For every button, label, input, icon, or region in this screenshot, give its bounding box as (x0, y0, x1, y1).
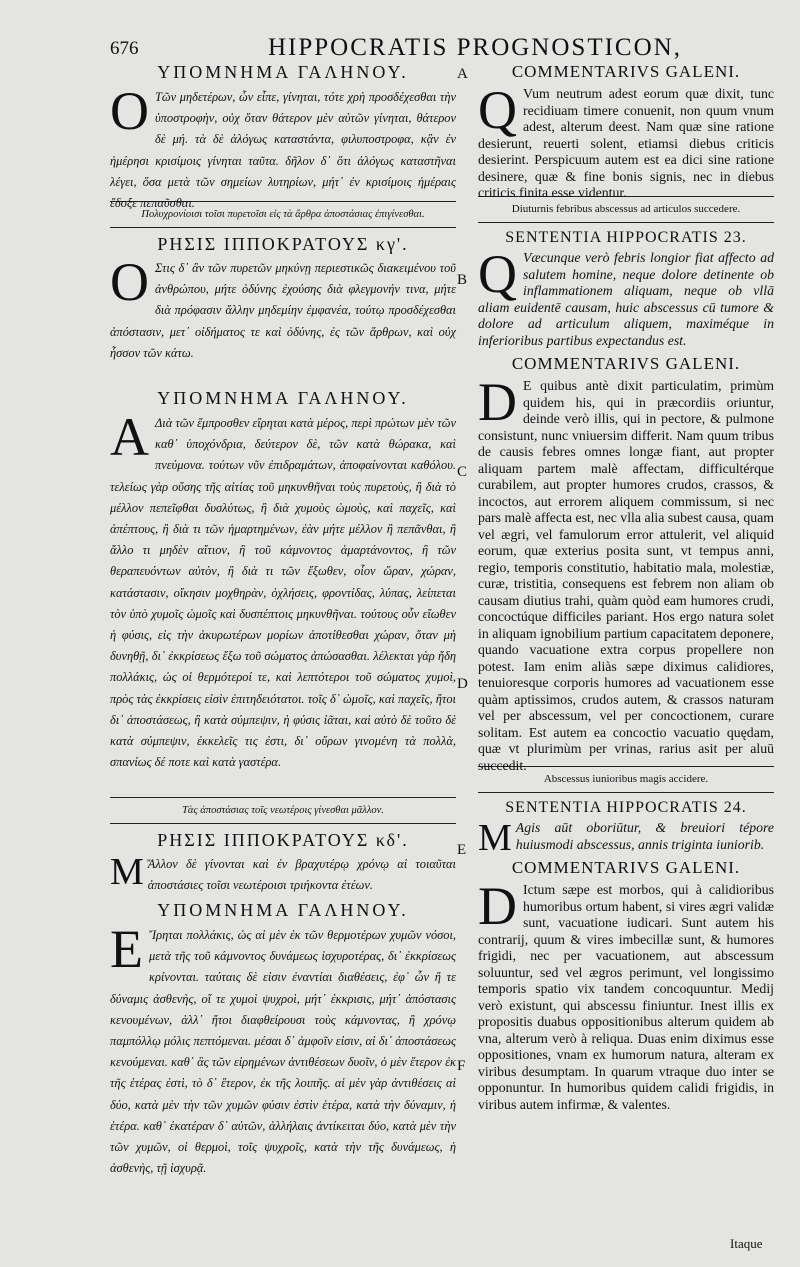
drop-cap: Q (478, 244, 517, 304)
greek-commentary-1 (110, 81, 456, 211)
latin-column (478, 60, 774, 1178)
catchword: Itaque (730, 1236, 763, 1251)
greek-commentary-2-text: Διὰ τῶν ἔμπροσθεν εἴρηται κατὰ μέρος, περὶ πρώτων μὲν τῶν καθ᾽ ὑποχόνδρια, δεύτερον δὲ, τῶν κατὰ θώρακα, καὶ πνεύμονα. τούτων νῦν ἐπιδραμάτων, ἀποφαίνονται καθόλου. τελείως γὰρ οὔσης τῆς αἰτίας τοῦ μηκυνθῆναι τοὺς πυρετοὺς, ἢ διὰ τὸ μέλλον πεπεῖφθαι δυσλύτως, ἢ διὰ χυμοὺς ὠμοὺς, καὶ παχεῖς, καὶ ἀπέπτους, ἢ διὰ τι τῶν ἡμαρτημένων, ἐὰν μήτε μέλλον ἢ πεπᾶνθαι, ἢ ἄλλο τι μηδὲν αἴτιον, ἢ τοῦ κάμνοντος ἁμαρτάνοντος, ἢ τῶν θεραπευόντων αὐτὸν, ἢ διὰ τι τῶν ἔξωθεν, οἷον ὥραν, χώραν, κατάστασιν, οἴκησιν μοχθηρὰν, ὀχλήσεις, φροντίδας, λύπας, λείπεται τὸν ὑπὸ χυμοῖς ὠμοῖς καὶ δυσπέπτοις μηκυνθῆναι. τούτους οὖν εἴωθεν ἡ φύσις, εἰς τὴν ἀκυρωτέρων μορίων ἀποτίθεσθαι χώραν, ὅταν μὴ δυνηθῇ, δι᾽ ἐκκρίσεως ἔξω τοῦ σώματος ἀπώσασθαι. λέλεκται γὰρ ἤδη πολλάκις, ὡς οἱ θερμότεροί τε, καὶ λεπτότεροι τοῦ σώματος χυμοὶ, πρὸς τὰς ἐκκρίσεις εἰσὶν ἐπιτηδειότατοι. τοῖς δ᾽ ὠμοῖς, καὶ παχεῖς, ἤτοι δι᾽ ἀποστάσεως, ἢ κατὰ σύμπεψιν, ἡ φύσις ἰᾶται, καὶ αὐτὸ δὲ τοῦτο δὲ κατὰ σύμπεψιν, ἐκκελεῖς τις ἐστι, δι᾽ οὔρων γινομένη τὰ πολλὰ, σπανίως δέ ποτε καὶ κατὰ γαστέρα. (110, 416, 456, 770)
sententia-text-24 (478, 817, 774, 859)
section-rule (478, 222, 774, 223)
sententia-text-23 (478, 244, 774, 352)
latin-commentary-3 (478, 876, 774, 1178)
latin-commentary-1-text: Vum neutrum adest eorum quæ dixit, tunc recidiuam timere conuenit, non quum vnum adest, alterum deest. Nam quæ sine ratione desierunt, reuerti solent, etiamsi diebus criticis desierint. Perspicuum autem est ea dici sine ratione desinere, quæ & fine bonis signis, nec in diebus criticis finita esse videntur. (478, 86, 774, 200)
latin-commentary-heading-2: COMMENTARIVS GALENI. (511, 354, 741, 373)
rhesis-text-23 (110, 252, 456, 386)
sententia-heading-24: SENTENTIA HIPPOCRATIS 24. (505, 799, 747, 816)
greek-commentary-heading-1: ΥΠΟΜΝΗΜΑ ΓΑΛΗΝΟΥ. (157, 62, 409, 82)
margin-letter-c: C (457, 464, 468, 480)
rhesis-text-24 (110, 851, 456, 898)
drop-cap: Q (478, 80, 517, 140)
rhesis-heading-24: ΡΗΣΙΣ ΙΠΠΟΚΡΑΤΟΥΣ κδ'. (157, 830, 409, 850)
section-rule (110, 227, 456, 228)
greek-commentary-2 (110, 407, 456, 793)
latin-aphorism-2: Abscessus iunioribus magis accidere. (543, 773, 709, 785)
drop-cap: D (478, 372, 517, 432)
margin-letter-b: B (457, 272, 468, 288)
margin-letter-d: D (457, 676, 468, 692)
greek-column (110, 60, 456, 1243)
latin-commentary-heading-1: COMMENTARIVS GALENI. (511, 62, 741, 81)
latin-commentary-1 (478, 80, 774, 200)
greek-aphorism-1: Πολυχρονίοισι τοῖσι πυρετοῖσι εἰς τὰ ἄρθρα ἀποστάσιας ἐπιγίνεσθαι. (141, 209, 425, 220)
greek-commentary-heading-2: ΥΠΟΜΝΗΜΑ ΓΑΛΗΝΟΥ. (157, 388, 409, 408)
greek-aphorism-2: Τὰς ἀποστάσιας τοῖς νεωτέροις γίνεσθαι μᾶλλον. (182, 805, 384, 816)
drop-cap: Ο (110, 252, 149, 312)
page-number: 676 (110, 38, 139, 59)
latin-aphorism-1: Diuturnis febribus abscessus ad articulos succedere. (511, 203, 741, 215)
rhesis-heading-23: ΡΗΣΙΣ ΙΠΠΟΚΡΑΤΟΥΣ κγ'. (157, 234, 409, 254)
drop-cap: Α (110, 407, 149, 467)
drop-cap: Ο (110, 81, 149, 141)
drop-cap: Μ (110, 851, 144, 893)
drop-cap: D (478, 876, 517, 936)
sententia-heading-23: SENTENTIA HIPPOCRATIS 23. (505, 229, 747, 246)
margin-letter-e: E (457, 842, 467, 858)
margin-letter-f: F (457, 1058, 466, 1074)
sententia-text-24-body: Agis aūt oboriūtur, & breuiori tépore huiusmodi abscessus, annis triginta iuniorib. (515, 820, 774, 852)
section-rule (110, 797, 456, 798)
drop-cap: Ε (110, 919, 143, 979)
latin-commentary-heading-3: COMMENTARIVS GALENI. (511, 858, 741, 877)
latin-commentary-2 (478, 372, 774, 773)
latin-commentary-2-text: E quibus antè dixit particulatim, primùm quidem his, qui in præcordiis oriuntur, deinde verò illis, qui in pectore, & pulmone consistunt, nunc vniuersim differit. Nam quum tribus de causis febres omnes longæ fiant, aut propter aliquam partem malè affectam, difficultérque curabilem, aut propter humores crudos, crassos, & incoctos, aut errorem aliquem commissum, si nec pars malè affecta est, nec vlla alia subest causa, quam vel ægri, vel famulorum error attulerit, vel aliquid eorum, quæ exterius posita sunt, vt tempus anni, regio, temporis constitutio, habitatio mala, molestiæ, curæ, tristitia, consequens est febrem non aliam ob causam diutius trahi, quàm quòd eam humores crudi, concoctúque difficiles pariant. Hos ergo natura solet in aliquam ignobilium partium capacitatem deponere, quando vacuatione extra corpus propellere non potest. Iam enim aliàs sæpe diximus calidiores, tenuioresque corporis humores ad vacuationem esse quàm aptissimos, crudos autem, & crassos naturam vel per abscessum, vel per concoctionem, curare solitam. Est autem ea concoctio vacuatio quędam, quæ vt plurimùm per vrinas, rarius asit per aluū succedit. (478, 378, 774, 773)
drop-cap: M (478, 817, 512, 859)
margin-letter-a: A (457, 66, 468, 82)
latin-commentary-3-text: Ictum sæpe est morbos, qui à calidioribus humoribus ortum habent, si vires ægri validæ sunt, vacuatione iudicari. Sunt autem his contrarij, quum & vires imbecillæ sunt, & humores frigidi, nec per vacuationem, aut abscessum soluuntur, sed vel ægros perimunt, vel longissimo temporis spatio vix tandem concoquuntur. Medij verò existunt, qui abscessu finiuntur. Inest illis ex propositis duabus oppositionibus alterum quidem ab vna, alterum verò à reliqua. Duas enim diximus esse oppositiones, vnam ex humorum natura, alteram ex viribus desumptam. In quarum vtraque duo inter se opponuntur. In humoribus quidem calidi frigidis, in viribus autem infirmæ, & valentes. (478, 882, 774, 1112)
section-rule (478, 792, 774, 793)
running-head: HIPPOCRATIS PROGNOSTICON, (268, 34, 682, 61)
greek-commentary-3 (110, 919, 456, 1243)
greek-commentary-3-text: Ἴρηται πολλάκις, ὡς αἱ μὲν ἐκ τῶν θερμοτέρων χυμῶν νόσοι, μετὰ τῆς τοῦ κάμνοντος δυνάμεως ἰσχυροτέρας, δι᾽ ἐκκρίσεως κρίνονται. ταύταις δὲ εἰσιν ἐναντίαι διαθέσεις, ἐφ᾽ ὧν ἥ τε δύναμις ἀσθενὴς, οἵ τε χυμοὶ ψυχροὶ, μήτ᾽ ἐκκρισις, μήτ᾽ ἀπόστασις κενουμένων, ἀλλ᾽ ἤτοι διαφθείρουσι τοὺς κάμνοντας, ἢ χρόνῳ παμπόλλῳ μόλις πεπτόμεναι. μέσαι δ᾽ ἀμφοῖν εἰσιν, αἱ δι᾽ ἀποστάσεως κενούμεναι. καθ᾽ ἃς τῶν εἰρημένων ἀντιθέσεων δυοῖν, ὁ μὲν ἕτερον ἐκ τῆς ἑτέρας ἐστὶ, τὸ δ᾽ ἕτερον, ἐκ τῆς λοιπῆς. αἱ μὲν γὰρ ἀντιθέσεις αἱ δύο, κατὰ μὲν τὴν τῶν χυμῶν φύσιν ἐστὶν ἑτέρα, κατὰ τὴν δύναμιν, ἡ ἑτέρα. καθ᾽ ἑκατέραν δ᾽ αὐτῶν, ἀλλήλαις ἀντίκειται δύο, κατὰ μὲν τὴν τῶν χυμῶν, οἱ θερμοὶ, τοῖς ψυχροῖς, κατὰ τὴν τῆς δυνάμεως, ἡ ἀσθενὴς, τῇ ἰσχυρᾷ. (110, 928, 456, 1176)
sententia-text-23-body: Væcunque verò febris longior fiat affecto ad salutem homine, neque dolore detinente ob inflammationem aliquam, neque ob vllā aliam euidentē causam, huic abscessus cū tumore & dolore ad articulum aliquem, maximéque in inferioribus partibus expectandus est. (478, 250, 774, 348)
rhesis-text-23-body: Στις δ᾽ ἂν τῶν πυρετῶν μηκύνῃ περιεστικῶς διακειμένου τοῦ ἀνθρώπου, μήτε ὀδύνης ἐχούσης διὰ φλεγμονήν τινα, μήτε διὰ πρόφασιν ἄλλην μηδεμίην ἐμφανέα, τούτῳ προσδέχεσθαι ἀπόστασιν, μετ᾽ οἰδήματος τε καὶ ὀδύνης, ἐς τῶν ἄρθρων, καὶ οὐχ ἧσσον τῶν κάτω. (110, 261, 456, 360)
rhesis-text-24-body: Ἄλλον δὲ γίνονται καὶ ἐν βραχυτέρῳ χρόνῳ αἱ τοιαῦται ἀποστάσιες τοῖσι νεωτέροισι τριήκοντα ἐτέων. (147, 857, 456, 893)
greek-commentary-heading-3: ΥΠΟΜΝΗΜΑ ΓΑΛΗΝΟΥ. (157, 900, 409, 920)
greek-commentary-1-text: Τῶν μηδετέρων, ὧν εἶπε, γίνηται, τότε χρὴ προσδέχεσθαι τὴν ὑποστροφὴν, οὐχ ὅταν θάτερον μὲν αὐτῶν γίνηται, θάτερον δὲ μή. τὰ δὲ ἀλόγως καταστάντα, φιλυποστροφα, κᾂν ἐν ἡμέρησι κρισίμοις γίνηται ταῦτα. δῆλον δ᾽ ὅτι ἀλόγως καταστῆναι λέγει, ὅσα μετὰ τῶν σημείων λυτηρίων, μήτ᾽ ἐν κρισίμοις ἡμέραις ἔδοξε πεπαῦσθαι. (110, 90, 456, 211)
section-rule (110, 823, 456, 824)
